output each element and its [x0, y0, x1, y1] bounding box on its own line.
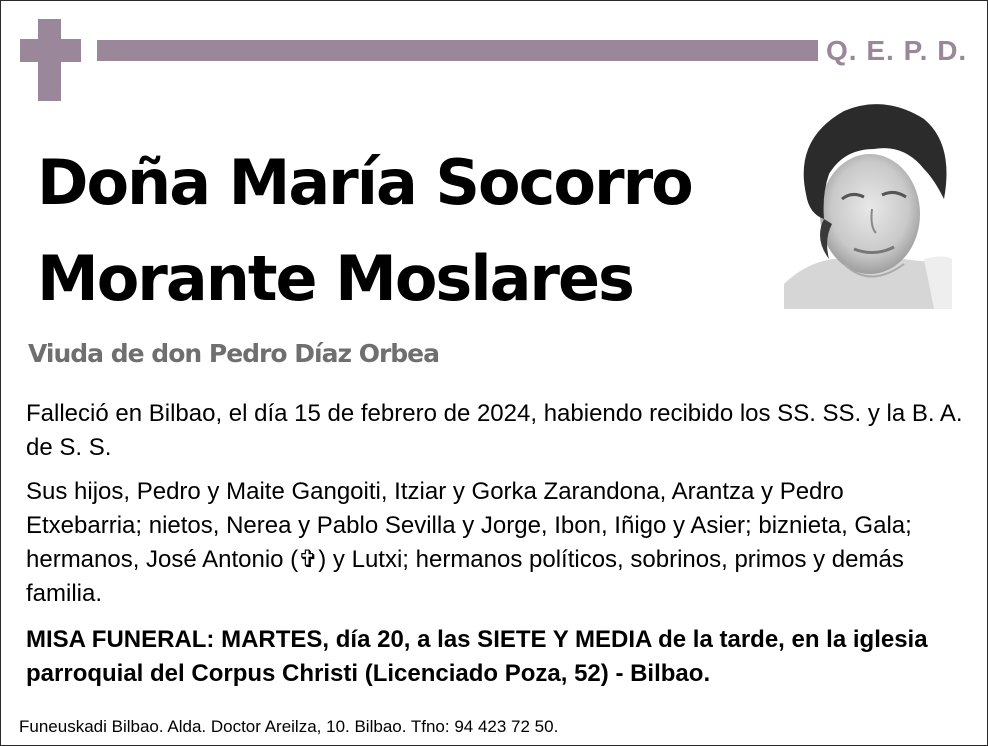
- family-list: [26, 475, 966, 611]
- name-line-1: Doña María Socorro: [37, 146, 692, 219]
- family-text-end: ) y Lutxi; hermanos políticos, sobrinos, primos y demás familia.: [26, 546, 904, 607]
- qepd-label: Q. E. P. D.: [826, 35, 968, 66]
- widow-of-line: Viuda de don Pedro Díaz Orbea: [28, 339, 440, 368]
- cross-icon-inline: ✞: [298, 546, 319, 573]
- deceased-name: [37, 135, 692, 327]
- header-bar: [97, 40, 818, 61]
- cross-icon-arm: [20, 39, 81, 62]
- funeral-mass-info: MISA FUNERAL: MARTES, día 20, a las SIETE Y MEDIA de la tarde, en la iglesia parroquial del Corpus Christi (Licenciado Poza, 52) - Bilbao.: [26, 626, 928, 687]
- name-line-2: Morante Moslares: [37, 242, 633, 315]
- funeral-home-footer: Funeuskadi Bilbao. Alda. Doctor Areilza, 10. Bilbao. Tfno: 94 423 72 50.: [19, 717, 559, 736]
- death-announcement: Falleció en Bilbao, el día 15 de febrero de 2024, habiendo recibido los SS. SS. y la B. A. de S. S.: [26, 400, 963, 461]
- family-text-start: Sus hijos, Pedro y Maite Gangoiti, Itziar y Gorka Zarandona, Arantza y Pedro Etxebarria; nietos, Nerea y Pablo Sevilla y Jorge, Ibon, Iñigo y Asier; biznieta, Gala; hermanos, José Antonio (: [26, 478, 912, 573]
- portrait-photo: [784, 99, 952, 309]
